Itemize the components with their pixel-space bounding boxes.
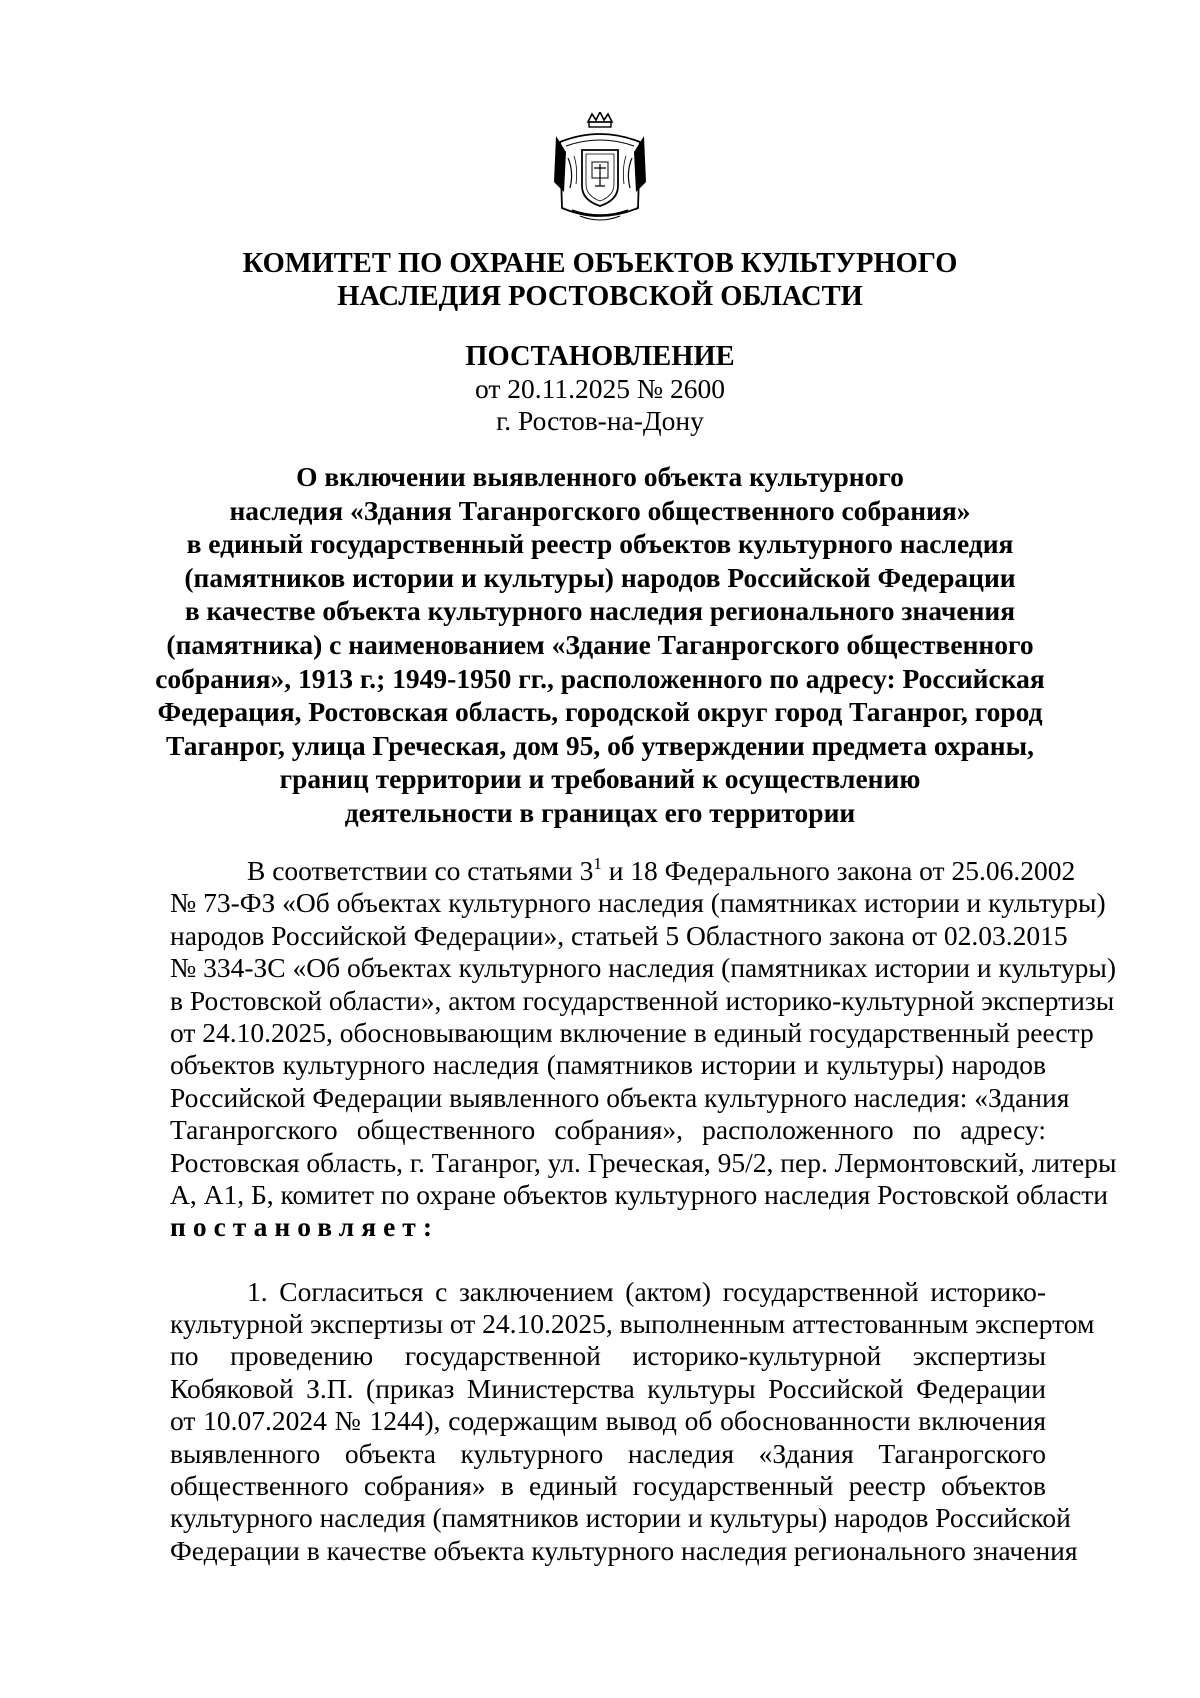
item-1-line: общественного собрания» в единый государственный реестр объектов — [170, 1470, 1046, 1502]
organization-line-1: КОМИТЕТ ПО ОХРАНЕ ОБЪЕКТОВ КУЛЬТУРНОГО — [242, 248, 958, 279]
item-1-line: от 10.07.2024 № 1244), содержащим вывод об обоснованности включения — [170, 1405, 1046, 1437]
preamble-text: и 18 Федерального закона от 25.06.2002 — [601, 855, 1076, 886]
title-line: (памятников истории и культуры) народов Российской Федерации — [184, 561, 1016, 593]
title-line: собрания», 1913 г.; 1949-1950 гг., расположенного по адресу: Российская — [155, 662, 1045, 694]
document-date-number: от 20.11.2025 № 2600 — [475, 373, 725, 404]
organization-line-2: НАСЛЕДИЯ РОСТОВСКОЙ ОБЛАСТИ — [337, 281, 863, 312]
preamble-line: Российской Федерации выявленного объекта культурного наследия: «Здания — [170, 1081, 1070, 1113]
item-1-line: выявленного объекта культурного наследия «Здания Таганрогского — [170, 1437, 1046, 1469]
title-line: Таганрог, улица Греческая, дом 95, об утверждении предмета охраны, — [166, 729, 1034, 761]
preamble-line: Ростовская область, г. Таганрог, ул. Греческая, 95/2, пер. Лермонтовский, литеры — [170, 1146, 1117, 1178]
item-1-line: культурной экспертизы от 24.10.2025, выполненным аттестованным экспертом — [170, 1308, 1095, 1340]
document-type: ПОСТАНОВЛЕНИЕ — [465, 341, 735, 372]
item-1-line: Кобяковой З.П. (приказ Министерства культуры Российской Федерации — [170, 1372, 1046, 1404]
title-line: в качестве объекта культурного наследия регионального значения — [184, 595, 1016, 627]
preamble-line: № 73-ФЗ «Об объектах культурного наследия (памятниках истории и культуры) — [170, 887, 1106, 919]
item-1-line: культурного наследия (памятников истории и культуры) народов Российской — [170, 1502, 1071, 1534]
preamble-text: В соответствии со статьями 3 — [247, 855, 594, 886]
preamble-line: А, А1, Б, комитет по охране объектов культурного наследия Ростовской области — [170, 1178, 1109, 1210]
title-line: деятельности в границах его территории — [344, 796, 856, 828]
preamble-line: объектов культурного наследия (памятников истории и культуры) народов — [170, 1049, 1046, 1081]
preamble-line: № 334-ЗС «Об объектах культурного наследия (памятниках истории и культуры) — [170, 952, 1117, 984]
article-superscript: 1 — [593, 854, 602, 873]
document-meta — [150, 373, 1050, 437]
document-title — [150, 460, 1050, 830]
title-line: в единый государственный реестр объектов культурного наследия — [186, 528, 1014, 560]
item-1-line: по проведению государственной историко-культурной экспертизы — [170, 1340, 1046, 1372]
paragraph-gap — [170, 1244, 1046, 1276]
preamble-line: от 24.10.2025, обосновывающим включение в единый государственный реестр — [170, 1016, 1094, 1048]
item-1-line: Федерации в качестве объекта культурного наследия регионального значения — [170, 1534, 1078, 1566]
decree-word: постановляет: — [170, 1211, 439, 1243]
title-line: О включении выявленного объекта культурного — [296, 461, 904, 492]
preamble-line: народов Российской Федерации», статьей 5 Областного закона от 02.03.2015 — [170, 919, 1068, 951]
preamble-first-line — [170, 854, 1076, 887]
document-city: г. Ростов-на-Дону — [496, 405, 704, 436]
title-line: (памятника) с наименованием «Здание Таганрогского общественного — [166, 628, 1034, 660]
title-line: границ территории и требований к осуществлению — [279, 763, 921, 795]
organization-name — [150, 247, 1050, 313]
preamble-line: Таганрогского общественного собрания», расположенного по адресу: — [170, 1114, 1046, 1146]
document-body — [170, 854, 1117, 1567]
item-1-line: 1. Согласиться с заключением (актом) государственной историко- — [247, 1275, 1046, 1307]
coat-of-arms-icon — [552, 112, 648, 226]
title-line: Федерация, Ростовская область, городской округ город Таганрог, город — [157, 696, 1043, 728]
title-line: наследия «Здания Таганрогского общественного собрания» — [229, 494, 971, 526]
preamble-line: в Ростовской области», актом государственной историко-культурной экспертизы — [170, 984, 1115, 1016]
